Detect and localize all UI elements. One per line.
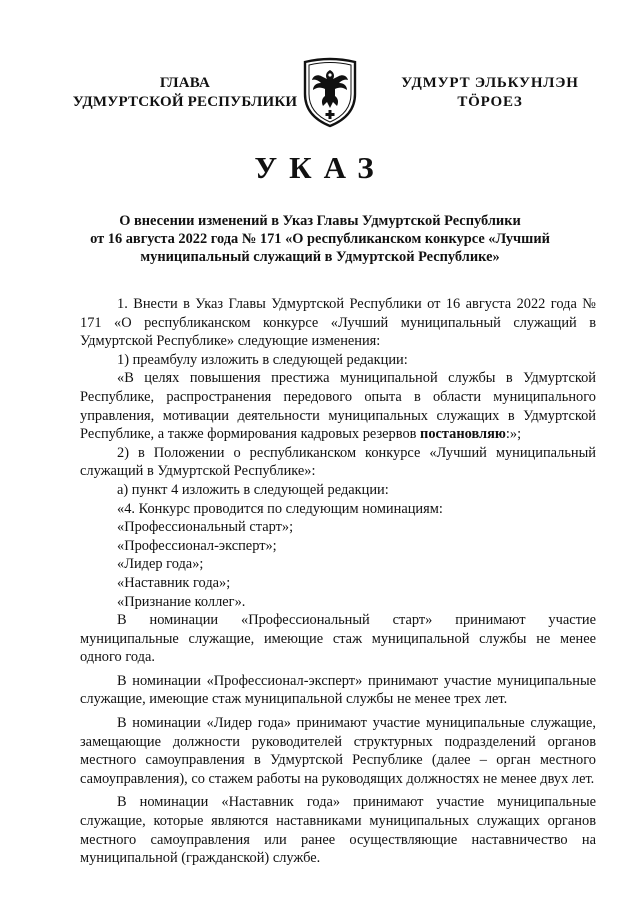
issuer-udmurt-line2: ТӦРОЕЗ bbox=[457, 94, 523, 110]
issuer-russian-line1: ГЛАВА bbox=[159, 75, 211, 91]
list-item: «Признание коллег». bbox=[117, 593, 246, 610]
paragraph: В номинации «Лидер года» принимают участие муниципальные служащие, замещающие должности руководителей структурных подразделений органов местного самоуправления в Удмуртской Республике (далее – орган местного самоуправления), со стажем работы на руководящих должностях не менее двух лет. bbox=[80, 715, 596, 787]
issuer-udmurt bbox=[390, 74, 590, 112]
list-item: «Профессиональный старт»; bbox=[117, 519, 294, 536]
paragraph: 1. Внести в Указ Главы Удмуртской Республики от 16 августа 2022 года № 171 «О республиканском конкурсе «Лучший муниципальный служащий в Удмуртской Республике» следующие изменения: bbox=[80, 296, 596, 350]
paragraph: В номинации «Наставник года» принимают участие муниципальные служащие, которые являются наставниками муниципальных служащих органов местного самоуправления или ранее осуществляющие наставничество на муниципальной (гражданской) службе. bbox=[80, 794, 596, 867]
paragraph-text: :»; bbox=[505, 426, 522, 443]
issuer-russian-line2: УДМУРТСКОЙ РЕСПУБЛИКИ bbox=[72, 94, 298, 110]
subject-line: О внесении изменений в Указ Главы Удмуртской Республики bbox=[119, 213, 521, 229]
document-header bbox=[0, 74, 640, 144]
list-item: «Лидер года»; bbox=[117, 556, 204, 573]
paragraph: «4. Конкурс проводится по следующим номинациям: bbox=[117, 500, 443, 517]
paragraph bbox=[80, 369, 596, 443]
list-item: «Профессионал-эксперт»; bbox=[117, 537, 277, 554]
paragraph: 1) преамбулу изложить в следующей редакции: bbox=[117, 351, 408, 368]
paragraph: а) пункт 4 изложить в следующей редакции: bbox=[117, 481, 389, 498]
subject-line: от 16 августа 2022 года № 171 «О республиканском конкурсе «Лучший bbox=[90, 231, 550, 247]
document-title: УКАЗ bbox=[254, 150, 386, 185]
issuer-russian bbox=[60, 74, 310, 112]
document-body bbox=[80, 295, 596, 868]
paragraph: В номинации «Профессионал-эксперт» принимают участие муниципальные служащие, имеющие стаж муниципальной службы не менее трех лет. bbox=[80, 672, 596, 708]
paragraph-text: «В целях повышения престижа муниципальной службы в Удмуртской Республике, распространения передового опыта в области муниципального управления, мотивации деятельности муниципальных служащих в Удмуртской Республике, а также формирования кадровых резервов bbox=[80, 370, 596, 443]
coat-of-arms-icon bbox=[301, 56, 359, 128]
issuer-udmurt-line1: УДМУРТ ЭЛЬКУНЛЭН bbox=[401, 75, 579, 91]
document-subject bbox=[80, 212, 560, 266]
list-item: «Наставник года»; bbox=[117, 574, 231, 591]
subject-line: муниципальный служащий в Удмуртской Республике» bbox=[140, 249, 500, 265]
paragraph: 2) в Положении о республиканском конкурсе «Лучший муниципальный служащий в Удмуртской Республике»: bbox=[80, 444, 596, 480]
paragraph: В номинации «Профессиональный старт» принимают участие муниципальные служащие, имеющие стаж муниципальной службы не менее одного года. bbox=[80, 612, 596, 666]
paragraph-bold: постановляю bbox=[420, 426, 506, 443]
